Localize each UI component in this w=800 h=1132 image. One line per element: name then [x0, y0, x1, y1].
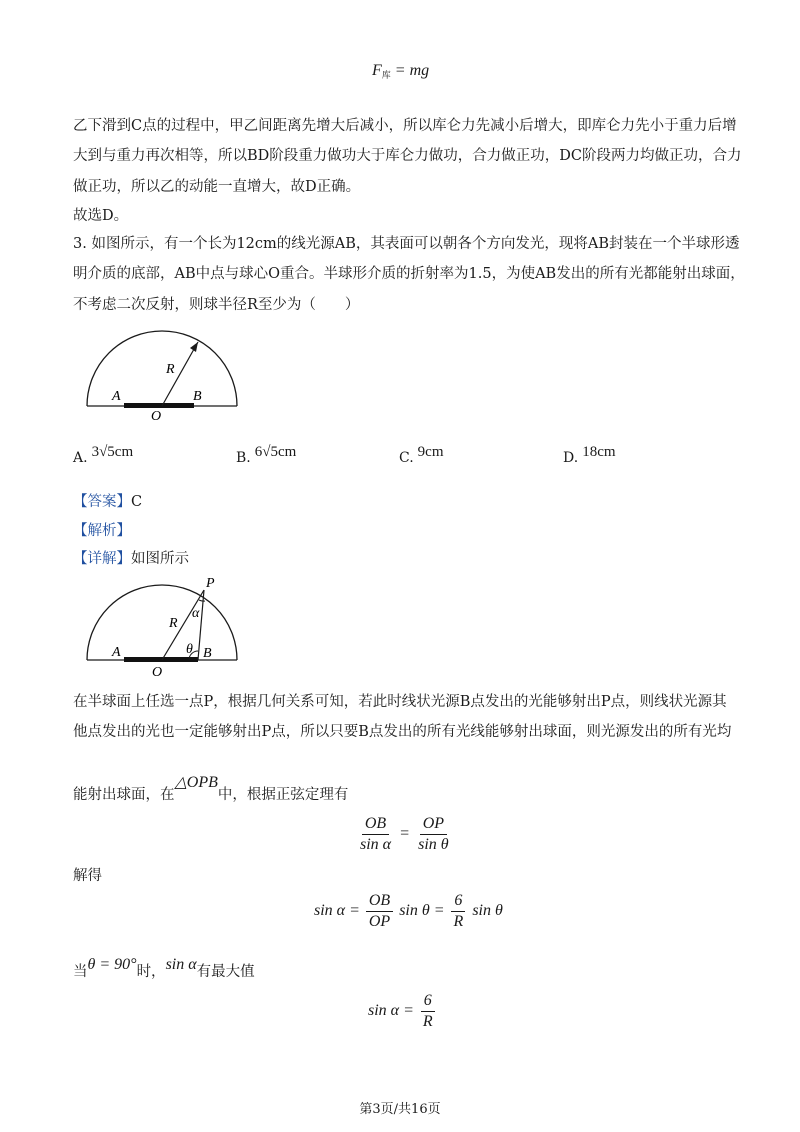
radius-arrowhead — [190, 342, 198, 352]
paragraph-1-line-2: 大到与重力再次相等，所以BD阶段重力做功大于库仑力做功，合力做正功，DC阶段两力均做正功，合力 — [73, 148, 742, 164]
equation-max-value: sin α = $\frac{6}{R}$ — [368, 992, 438, 1031]
hemisphere-arc — [87, 585, 237, 660]
paragraph-2-line-1: 在半球面上任选一点P，根据几何关系可知，若此时线状光源B点发出的光能够射出P点，则线状光源其 — [73, 694, 727, 710]
label-r: R — [169, 616, 178, 631]
label-o: O — [151, 409, 162, 422]
triangle-opb: △OPB — [174, 774, 218, 791]
label-r: R — [166, 362, 175, 377]
equation-sine-rule: $\frac{OB}{\text{sin α}}$ = $\frac{OP}{\text{sin θ}}$ — [360, 815, 449, 853]
label-b: B — [193, 389, 202, 404]
option-d: D. 18cm — [563, 444, 616, 466]
hemisphere-arc — [87, 331, 237, 406]
condition-line: 当θ = 90°时，sin α有最大值 — [73, 956, 255, 980]
question-line-3: 不考虑二次反射，则球半径R至少为（ ） — [73, 297, 360, 313]
angle-alpha-arc — [199, 600, 205, 601]
question-line-2: 明介质的底部，AB中点与球心O重合。半球形介质的折射率为1.5，为使AB发出的所有光都能射出球面， — [73, 266, 745, 282]
answer-line: 【答案】C — [73, 494, 143, 510]
equation-solve: sin α = $\frac{OB}{OP}$ sin θ = $\frac{6}{R}$ sin θ — [314, 892, 503, 930]
choose-answer-line: 故选D。 — [73, 208, 129, 224]
equation-coulomb-equals-gravity: $F_库$ = mg — [372, 62, 430, 80]
hemisphere-figure-1 — [80, 318, 245, 422]
solve-label: 解得 — [73, 868, 102, 884]
paragraph-1-line-3: 做正功，所以乙的动能一直增大，故D正确。 — [73, 179, 361, 195]
option-c: C. 9cm — [399, 444, 444, 466]
analysis-line: 【解析】 — [73, 523, 131, 539]
label-theta: θ — [186, 642, 193, 657]
page-footer: 第3页/共16页 — [359, 1102, 441, 1117]
label-alpha: α — [192, 606, 200, 621]
line-source-ab — [124, 657, 198, 662]
paragraph-1-line-1: 乙下滑到C点的过程中，甲乙间距离先增大后减小，所以库仑力先减小后增大，即库仑力先小于重力后增 — [73, 118, 737, 134]
label-b: B — [203, 646, 212, 661]
detail-line: 【详解】如图所示 — [73, 551, 189, 567]
line-source-ab — [124, 403, 194, 408]
option-b: B. 6√5cm — [236, 444, 297, 466]
label-a: A — [112, 645, 121, 660]
hemisphere-figure-2 — [80, 572, 250, 680]
option-a: A. 3√5cm — [73, 444, 134, 466]
label-p: P — [206, 576, 215, 591]
label-a: A — [112, 389, 121, 404]
paragraph-2-line-2: 他点发出的光也一定能够射出P点，所以只要B点发出的所有光线能够射出球面，则光源发出的所有光均 — [73, 724, 732, 740]
paragraph-2-line-3: 能射出球面，在△OPB中，根据正弦定理有 — [73, 774, 349, 803]
question-line-1: 3. 如图所示，有一个长为12cm的线光源AB，其表面可以朝各个方向发光，现将AB封装在一个半球形透 — [73, 236, 740, 252]
label-o: O — [152, 665, 163, 680]
